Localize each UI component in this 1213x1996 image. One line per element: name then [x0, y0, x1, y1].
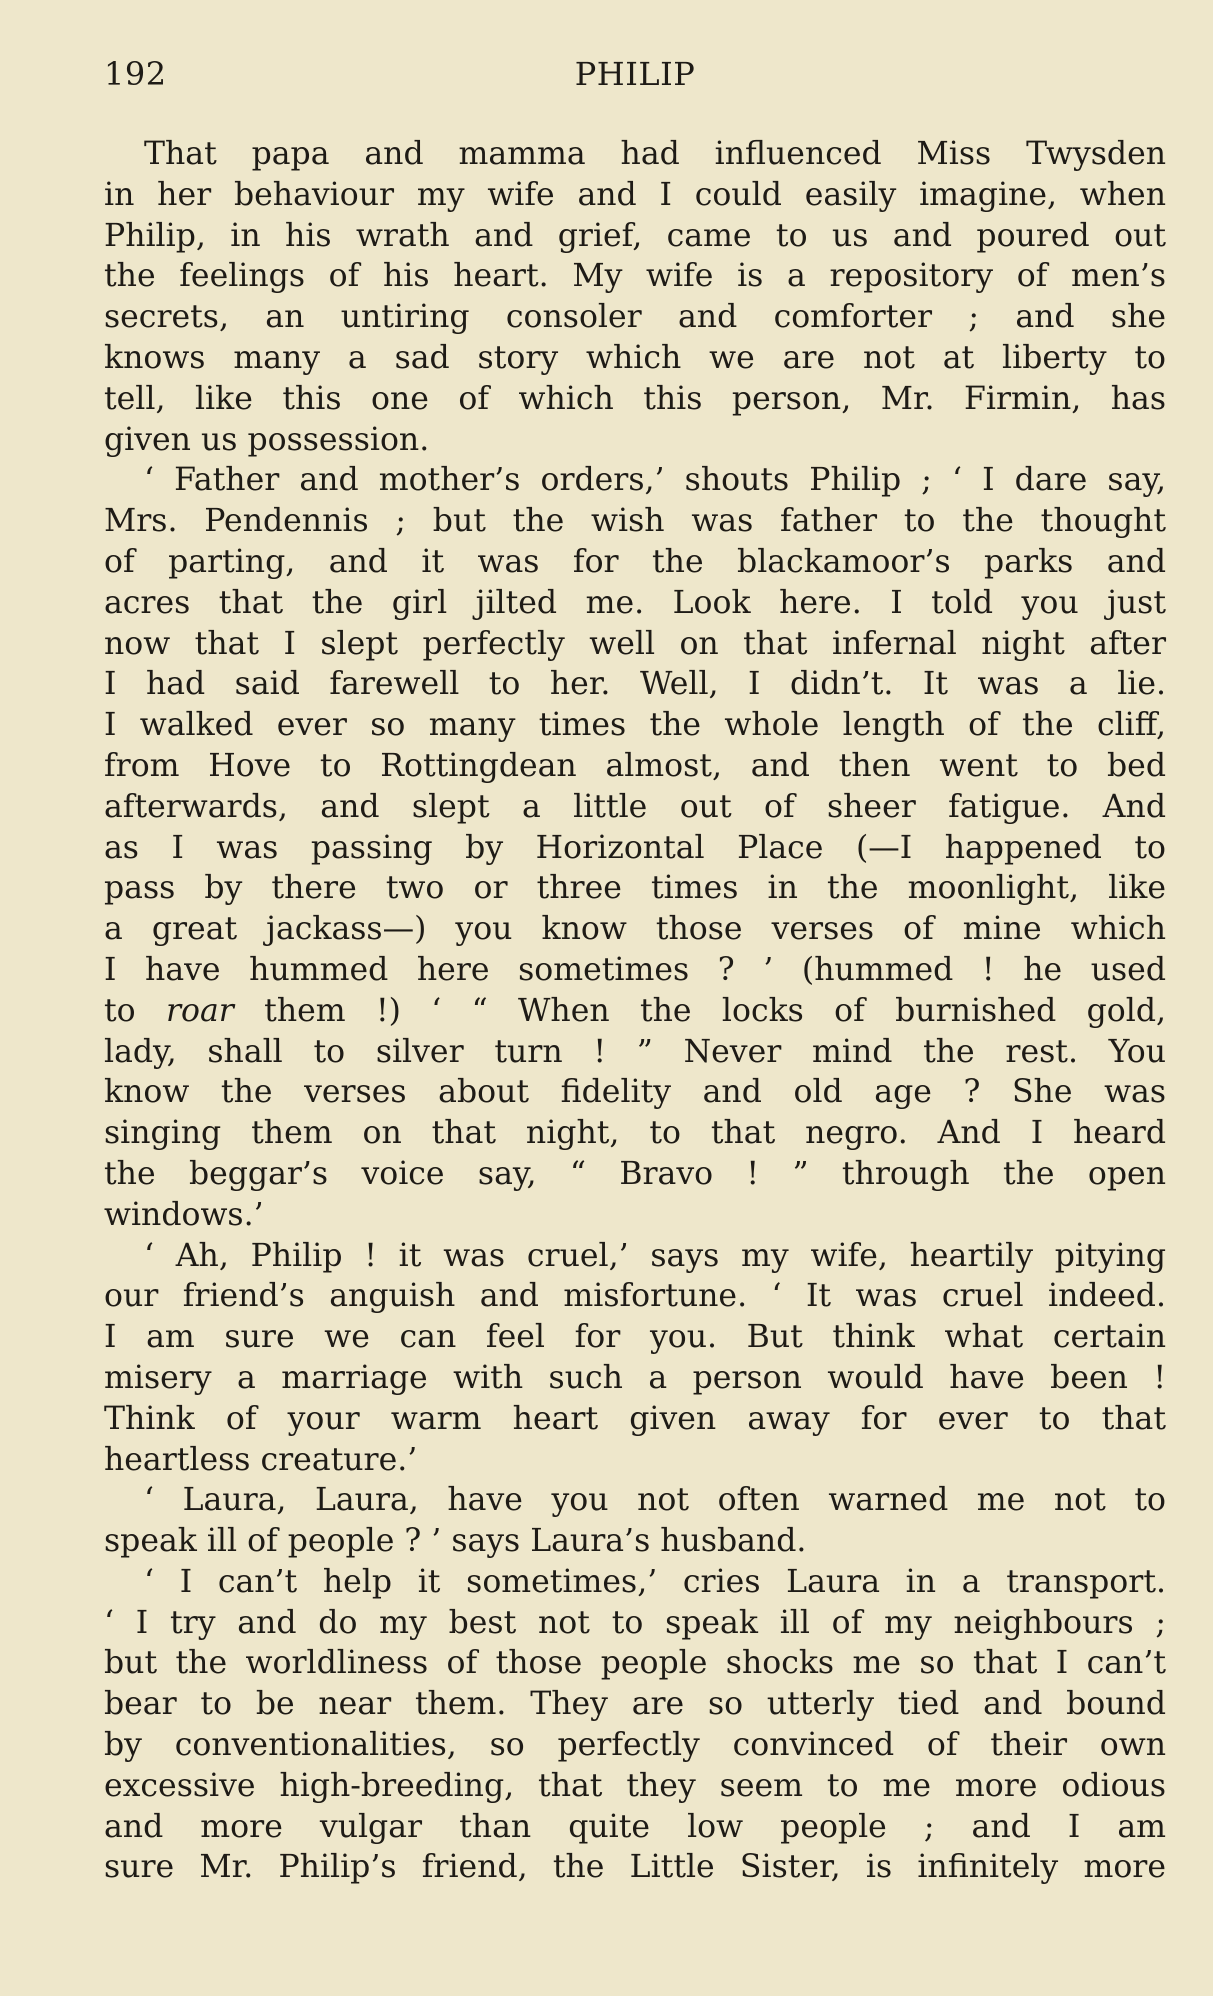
text-line: acres that the girl jilted me. Look here. I told you just: [104, 584, 1166, 621]
text-line: by conventionalities, so perfectly convinced of their own: [104, 1727, 1166, 1764]
text-line: bear to be near them. They are so utterly tied and bound: [104, 1686, 1166, 1723]
text-line: but the worldliness of those people shocks me so that I can’t: [104, 1645, 1166, 1682]
text-line: know the verses about fidelity and old age ? She was: [104, 1074, 1166, 1111]
text-line: now that I slept perfectly well on that infernal night after: [104, 625, 1166, 662]
text-line: windows.’: [104, 1196, 264, 1233]
body-text: [104, 134, 1166, 1888]
text-line: from Hove to Rottingdean almost, and then went to bed: [104, 747, 1166, 784]
text-line: misery a marriage with such a person would have been !: [104, 1359, 1166, 1396]
text-line: ‘ Father and mother’s orders,’ shouts Philip ; ‘ I dare say,: [144, 462, 1166, 499]
page-number: 192: [104, 55, 167, 93]
text-line: Think of your warm heart given away for ever to that: [104, 1400, 1166, 1437]
text-line: singing them on that night, to that negro. And I heard: [104, 1115, 1166, 1152]
text-line: ‘ I can’t help it sometimes,’ cries Laura in a transport.: [144, 1563, 1166, 1600]
text-line: Mrs. Pendennis ; but the wish was father to the thought: [104, 503, 1166, 540]
text-line: I had said farewell to her. Well, I didn’t. It was a lie.: [104, 666, 1166, 703]
text-line: secrets, an untiring consoler and comforter ; and she: [104, 299, 1166, 336]
text-line: given us possession.: [104, 421, 430, 458]
text-line: Philip, in his wrath and grief, came to us and poured out: [104, 217, 1166, 254]
text-line: tell, like this one of which this person, Mr. Firmin, has: [104, 380, 1166, 417]
text-line: ‘ I try and do my best not to speak ill of my neighbours ;: [104, 1604, 1166, 1641]
text-line: pass by there two or three times in the moonlight, like: [104, 870, 1166, 907]
text-line: lady, shall to silver turn ! ” Never mind the rest. You: [104, 1033, 1166, 1070]
running-title: PHILIP: [574, 55, 696, 93]
text-line: in her behaviour my wife and I could easily imagine, when: [104, 176, 1166, 213]
text-line: That papa and mamma had influenced Miss Twysden: [144, 136, 1166, 172]
text-line: speak ill of people ? ’ says Laura’s husband.: [104, 1523, 807, 1560]
text-line: and more vulgar than quite low people ; and I am: [104, 1808, 1166, 1845]
text-line: ‘ Ah, Philip ! it was cruel,’ says my wife, heartily pitying: [144, 1237, 1166, 1274]
running-head: [104, 52, 1166, 96]
text-line: our friend’s anguish and misfortune. ‘ It was cruel indeed.: [104, 1278, 1166, 1315]
text-line: heartless creature.’: [104, 1441, 418, 1478]
text-line: excessive high-breeding, that they seem to me more odious: [104, 1767, 1166, 1804]
text-line: as I was passing by Horizontal Place (—I happened to: [104, 829, 1166, 866]
text-line: sure Mr. Philip’s friend, the Little Sister, is infinitely more: [104, 1849, 1166, 1886]
text-line: the beggar’s voice say, “ Bravo ! ” through the open: [104, 1155, 1166, 1192]
text-line: the feelings of his heart. My wife is a repository of men’s: [104, 258, 1166, 295]
text-line: knows many a sad story which we are not at liberty to: [104, 339, 1166, 376]
text-line: to roar them !) ‘ “ When the locks of burnished gold,: [104, 992, 1166, 1029]
emphasis: roar: [165, 992, 234, 1029]
text-line: afterwards, and slept a little out of sheer fatigue. And: [104, 788, 1166, 825]
text-line: I have hummed here sometimes ? ’ (hummed ! he used: [104, 951, 1166, 988]
text-line: a great jackass—) you know those verses of mine which: [104, 911, 1166, 948]
text-line: I walked ever so many times the whole length of the cliff,: [104, 707, 1166, 744]
text-line: of parting, and it was for the blackamoor’s parks and: [104, 543, 1166, 580]
text-line: ‘ Laura, Laura, have you not often warned me not to: [144, 1482, 1166, 1519]
text-line: I am sure we can feel for you. But think what certain: [104, 1319, 1166, 1356]
